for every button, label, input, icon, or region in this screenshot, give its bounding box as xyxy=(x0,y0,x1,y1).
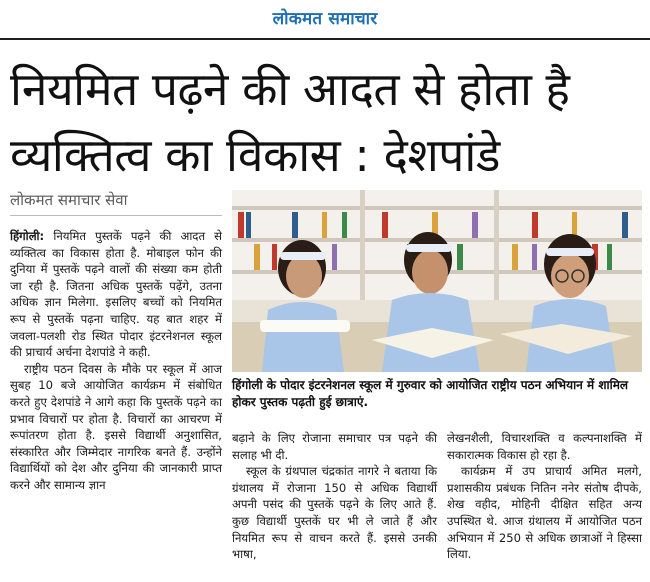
article-paragraph-6: कार्यक्रम में उप प्राचार्य अमित मलगे, प्रशासकीय प्रबंधक नितिन ननेर संतोष दीपके, शेख वहीद, मोहिनी दीक्षित सहित अन्य उपस्थित थे. आज ग्रंथालय में आयोजित पठन अभियान में 250 से अधिक छात्राओं ने हिस्सा लिया. xyxy=(447,464,642,562)
headline-line-1: नियमित पढ़ने की आदत से होता है xyxy=(10,62,570,116)
article-paragraph-1 xyxy=(10,228,222,361)
article-paragraph-2: राष्ट्रीय पठन दिवस के मौके पर स्कूल में आज सुबह 10 बजे आयोजित कार्यक्रम में संबोधित करते हुए देशपांडे ने आगे कहा कि पुस्तकें पढ़ने का प्रभाव विचारों पर होता है. विचारों का आचरण में रूपांतरण होता है. इससे विद्यार्थी अनुशासित, संस्कारित और जिम्मेदार नागरिक बनते हैं. उन्होंने विद्यार्थियों को देश और दुनिया की जानकारी प्राप्त करने और सामान्य ज्ञान xyxy=(10,361,222,492)
byline: लोकमत समाचार सेवा xyxy=(10,191,128,209)
students-reading-illustration xyxy=(232,190,642,372)
article-column-right xyxy=(447,430,642,563)
article-paragraph-4: स्कूल के ग्रंथपाल चंद्रकांत नागरे ने बताया कि ग्रंथालय में रोजाना 150 से अधिक विद्यार्थी अपनी पसंद की पुस्तकें पढ़ने के लिए आते हैं. कुछ विद्यार्थी पुस्तकें घर भी ले जाते हैं और नियमित रूप से वाचन करते हैं. इससे उनकी भाषा, xyxy=(232,464,437,562)
article-paragraph-3: बढ़ाने के लिए रोजाना समाचार पत्र पढ़ने की सलाह भी दी. xyxy=(232,431,437,462)
news-photo xyxy=(232,190,642,372)
article-paragraph-5: लेखनशैली, विचारशक्ति व कल्पनाशक्ति में सकारात्मक विकास हो रहा है. xyxy=(447,431,642,462)
byline-divider xyxy=(10,215,222,216)
masthead-divider xyxy=(0,38,650,40)
photo-caption: हिंगोली के पोदार इंटरनेशनल स्कूल में गुरुवार को आयोजित राष्ट्रीय पठन अभियान में शामिल होकर पुस्तक पढ़ती हुई छात्राएं. xyxy=(232,378,629,409)
article-column-middle xyxy=(232,430,437,563)
headline xyxy=(10,56,640,188)
article-paragraph-1-text: नियमित पुस्तकें पढ़ने की आदत से व्यक्तित्व का विकास होता है. मोबाइल फोन की दुनिया में पुस्तकें पढ़ने वालों की संख्या कम होती जा रही है. जितना अधिक पुस्तकें पढ़ेंगे, उतना अधिक ज्ञान मिलेगा. इसलिए बच्चों को नियमित रूप से पुस्तकें पढ़ना चाहिए. यह बात शहर में जवला-पलशी रोड स्थित पोदार इंटरनेशनल स्कूल की प्राचार्य अर्चना देशपांडे ने कही. xyxy=(10,229,223,360)
headline-line-2: व्यक्तित्व का विकास : देशपांडे xyxy=(10,128,500,182)
dateline: हिंगोली: xyxy=(10,229,45,243)
masthead: लोकमत समाचार xyxy=(272,9,378,29)
article-column-left xyxy=(10,228,222,494)
